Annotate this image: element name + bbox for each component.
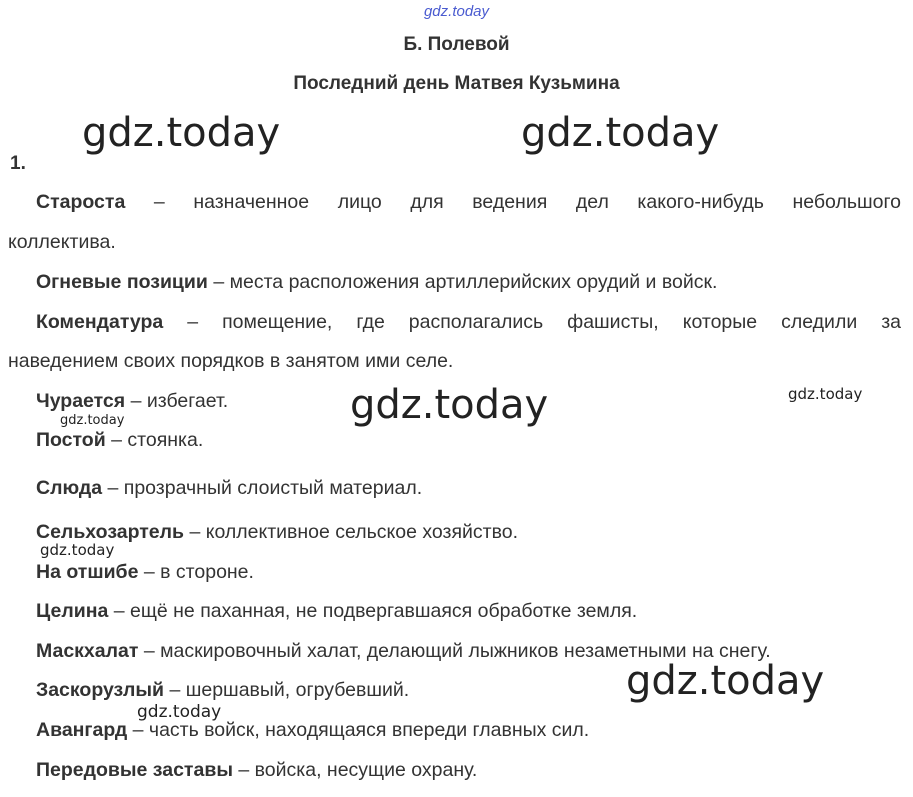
glossary-entry — [36, 679, 409, 702]
glossary-entry-continuation: наведением своих порядков в занятом ими селе. — [8, 350, 454, 372]
glossary-definition: – шершавый, огрубевший. — [169, 679, 410, 701]
glossary-term: Передовые заставы — [36, 759, 233, 781]
watermark-large: gdz.today — [350, 382, 549, 428]
glossary-entry — [36, 719, 589, 742]
glossary-definition: – маскировочный халат, делающий лыжников незаметными на снегу. — [143, 640, 771, 662]
glossary-entry — [36, 477, 422, 500]
author-name: Б. Полевой — [403, 34, 510, 55]
glossary-term: Чурается — [36, 390, 126, 412]
watermark-small: gdz.today — [40, 541, 115, 559]
glossary-definition: – назначенное лицо для ведения дел какого-нибудь небольшого — [153, 191, 902, 213]
watermark-small: gdz.today — [60, 413, 125, 428]
glossary-definition: – стоянка. — [111, 429, 204, 451]
glossary-entry — [36, 600, 637, 623]
glossary-entry-continuation: коллектива. — [8, 231, 116, 253]
watermark-top: gdz.today — [423, 3, 490, 20]
watermark-large: gdz.today — [626, 658, 825, 704]
glossary-definition: – места расположения артиллерийских орудий и войск. — [213, 271, 718, 293]
glossary-term: Комендатура — [36, 311, 164, 333]
glossary-entry — [36, 561, 254, 584]
glossary-entry — [36, 390, 228, 413]
glossary-entry — [36, 759, 477, 782]
glossary-definition: – в стороне. — [143, 561, 254, 583]
glossary-term: На отшибе — [36, 561, 139, 583]
watermark-large: gdz.today — [521, 110, 720, 156]
glossary-definition: – коллективное сельское хозяйство. — [189, 521, 519, 543]
glossary-definition: – войска, несущие охрану. — [238, 759, 478, 781]
glossary-term: Огневые позиции — [36, 271, 208, 293]
glossary-term: Сельхозартель — [36, 521, 185, 543]
glossary-term: Авангард — [36, 719, 128, 741]
watermark-small: gdz.today — [788, 385, 863, 403]
watermark-large: gdz.today — [82, 110, 281, 156]
glossary-entry-line — [8, 311, 901, 334]
glossary-definition: – ещё не паханная, не подвергавшаяся обработке земля. — [113, 600, 638, 622]
glossary-entry — [36, 271, 717, 294]
glossary-term: Староста — [36, 191, 126, 213]
glossary-term: Целина — [36, 600, 109, 622]
glossary-term: Слюда — [36, 477, 103, 499]
glossary-term: Маскхалат — [36, 640, 139, 662]
glossary-definition: – часть войск, находящаяся впереди главных сил. — [132, 719, 590, 741]
glossary-entry-line — [8, 191, 901, 214]
glossary-definition: – прозрачный слоистый материал. — [107, 477, 423, 499]
watermark-small: gdz.today — [137, 702, 222, 722]
glossary-definition: – избегает. — [130, 390, 229, 412]
glossary-definition: – помещение, где располагались фашисты, которые следили за — [187, 311, 902, 333]
story-title: Последний день Матвея Кузьмина — [293, 73, 620, 94]
glossary-term: Заскорузлый — [36, 679, 165, 701]
glossary-entry — [36, 429, 203, 452]
section-number: 1. — [10, 153, 26, 174]
glossary-term: Постой — [36, 429, 106, 451]
